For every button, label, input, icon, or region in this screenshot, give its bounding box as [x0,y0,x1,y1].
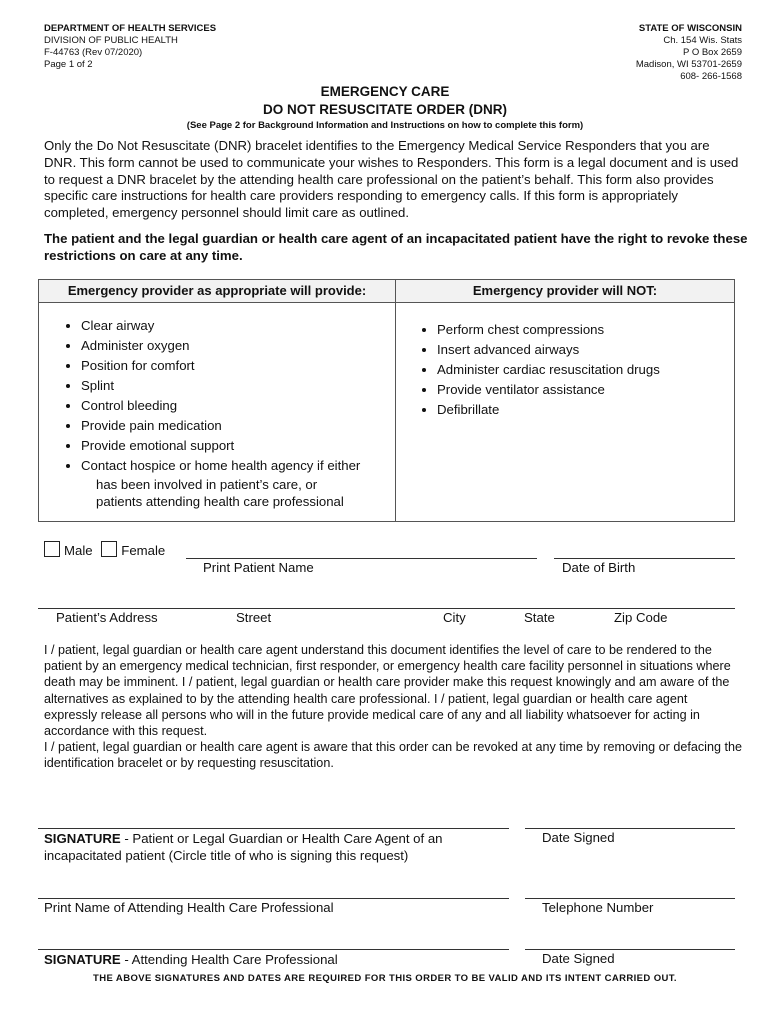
date-signed-field-2[interactable] [525,949,735,950]
list-item: • Administer cardiac resuscitation drugs [437,360,737,380]
list-item: • Provide pain medication [81,416,401,436]
female-label: Female [121,543,166,558]
list-item [81,456,401,510]
title-line1: EMERGENCY CARE [320,84,450,99]
state-label: State [524,610,555,625]
consent-paragraph-2: I / patient, legal guardian or health care agent is aware that this order can be revoked at any time by removing or defacing the identification bracelet or by requesting resuscitation. [44,740,742,771]
list-item: • Provide emotional support [81,436,401,456]
division-name: DIVISION OF PUBLIC HEALTH [44,35,178,46]
patient-name-label: Print Patient Name [203,560,314,575]
list-item: • Splint [81,376,401,396]
signature-bold: SIGNATURE [44,952,121,967]
city-label: City [443,610,466,625]
list-item-text: Contact hospice or home health agency if either [81,458,361,473]
not-list [419,320,737,420]
provide-header: Emergency provider as appropriate will provide: [67,283,367,298]
list-item: • Clear airway [81,316,401,336]
consent-paragraph-1: I / patient, legal guardian or health care agent understand this document identifies the level of care to be rendered to the patient by an emergency medical technician, first responder, or emergency health care facility personnel in situations where death may be imminent. I / patient, legal guardian or health care provider make this request knowingly and am aware of the alternatives as explained to by the attending health care professional. I / patient, legal guardian or health care agent expressly release all persons who will in the future provide medical care of any and all liability whatsoever for acting in accordance with this request. [44,643,731,739]
list-item-continuation: has been involved in patient’s care, or [96,477,318,492]
date-signed-field[interactable] [525,828,735,829]
patient-signature-label [44,830,443,864]
footer-notice: THE ABOVE SIGNATURES AND DATES ARE REQUIRED FOR THIS ORDER TO BE VALID AND ITS INTENT CARRIED OUT. [93,973,677,984]
department-name: DEPARTMENT OF HEALTH SERVICES [44,23,217,34]
provide-list [63,316,401,510]
telephone-label: Telephone Number [542,900,654,915]
consent-text [44,642,744,772]
date-signed-label-2: Date Signed [542,951,615,966]
print-name-label: Print Name of Attending Health Care Professional [44,900,334,915]
telephone-field[interactable] [525,898,735,899]
title-line2: DO NOT RESUSCITATE ORDER (DNR) [263,102,507,117]
list-item-continuation: patients attending health care professional [96,494,344,509]
gender-options [44,541,165,558]
form-id: F-44763 (Rev 07/2020) [44,47,143,58]
list-item: • Insert advanced airways [437,340,737,360]
male-label: Male [64,543,93,558]
signature-desc: - Patient or Legal Guardian or Health Care Agent of an [120,831,443,846]
street-label: Street [236,610,272,625]
address-field[interactable] [38,608,735,609]
patient-name-field[interactable] [186,558,537,559]
po-box: P O Box 2659 [683,47,742,58]
care-table [38,279,735,522]
page-number: Page 1 of 2 [44,59,93,70]
phone: 608- 266-1568 [680,71,742,82]
dob-label: Date of Birth [562,560,636,575]
list-item: • Position for comfort [81,356,401,376]
not-header: Emergency provider will NOT: [472,283,658,298]
zip-label: Zip Code [614,610,668,625]
list-item: • Defibrillate [437,400,737,420]
print-name-field[interactable] [38,898,509,899]
dob-field[interactable] [554,558,735,559]
patient-signature-field[interactable] [38,828,509,829]
signature-desc-line2: incapacitated patient (Circle title of who is signing this request) [44,848,409,863]
list-item: • Administer oxygen [81,336,401,356]
list-item: • Provide ventilator assistance [437,380,737,400]
list-item: • Control bleeding [81,396,401,416]
professional-signature-field[interactable] [38,949,509,950]
intro-paragraph: Only the Do Not Resuscitate (DNR) bracelet identifies to the Emergency Medical Service Responders that you are DNR. This form cannot be used to communicate your wishes to Responders. This form is a legal document and is used to request a DNR bracelet by the attending health care professional on the patient’s behalf. This form also provides specific care instructions for health care providers responding to emergency calls. If this form is appropriately completed, emergency personnel should limit care as outlined. [44,138,739,221]
header-left [44,23,216,71]
rights-paragraph: The patient and the legal guardian or health care agent of an incapacitated patient have the right to revoke these restrictions on care at any time. [44,231,748,263]
header-right [636,23,742,83]
male-checkbox[interactable] [44,541,60,557]
date-signed-label: Date Signed [542,830,615,845]
subtitle: (See Page 2 for Background Information and Instructions on how to complete this form) [186,120,584,131]
female-checkbox[interactable] [101,541,117,557]
address-label: Patient’s Address [56,610,158,625]
list-item: • Perform chest compressions [437,320,737,340]
state-name: STATE OF WISCONSIN [638,23,742,34]
signature-desc: - Attending Health Care Professional [120,952,338,967]
signature-bold: SIGNATURE [44,831,121,846]
professional-signature-label [44,952,338,967]
city-zip: Madison, WI 53701-2659 [635,59,742,70]
statute: Ch. 154 Wis. Stats [663,35,742,46]
